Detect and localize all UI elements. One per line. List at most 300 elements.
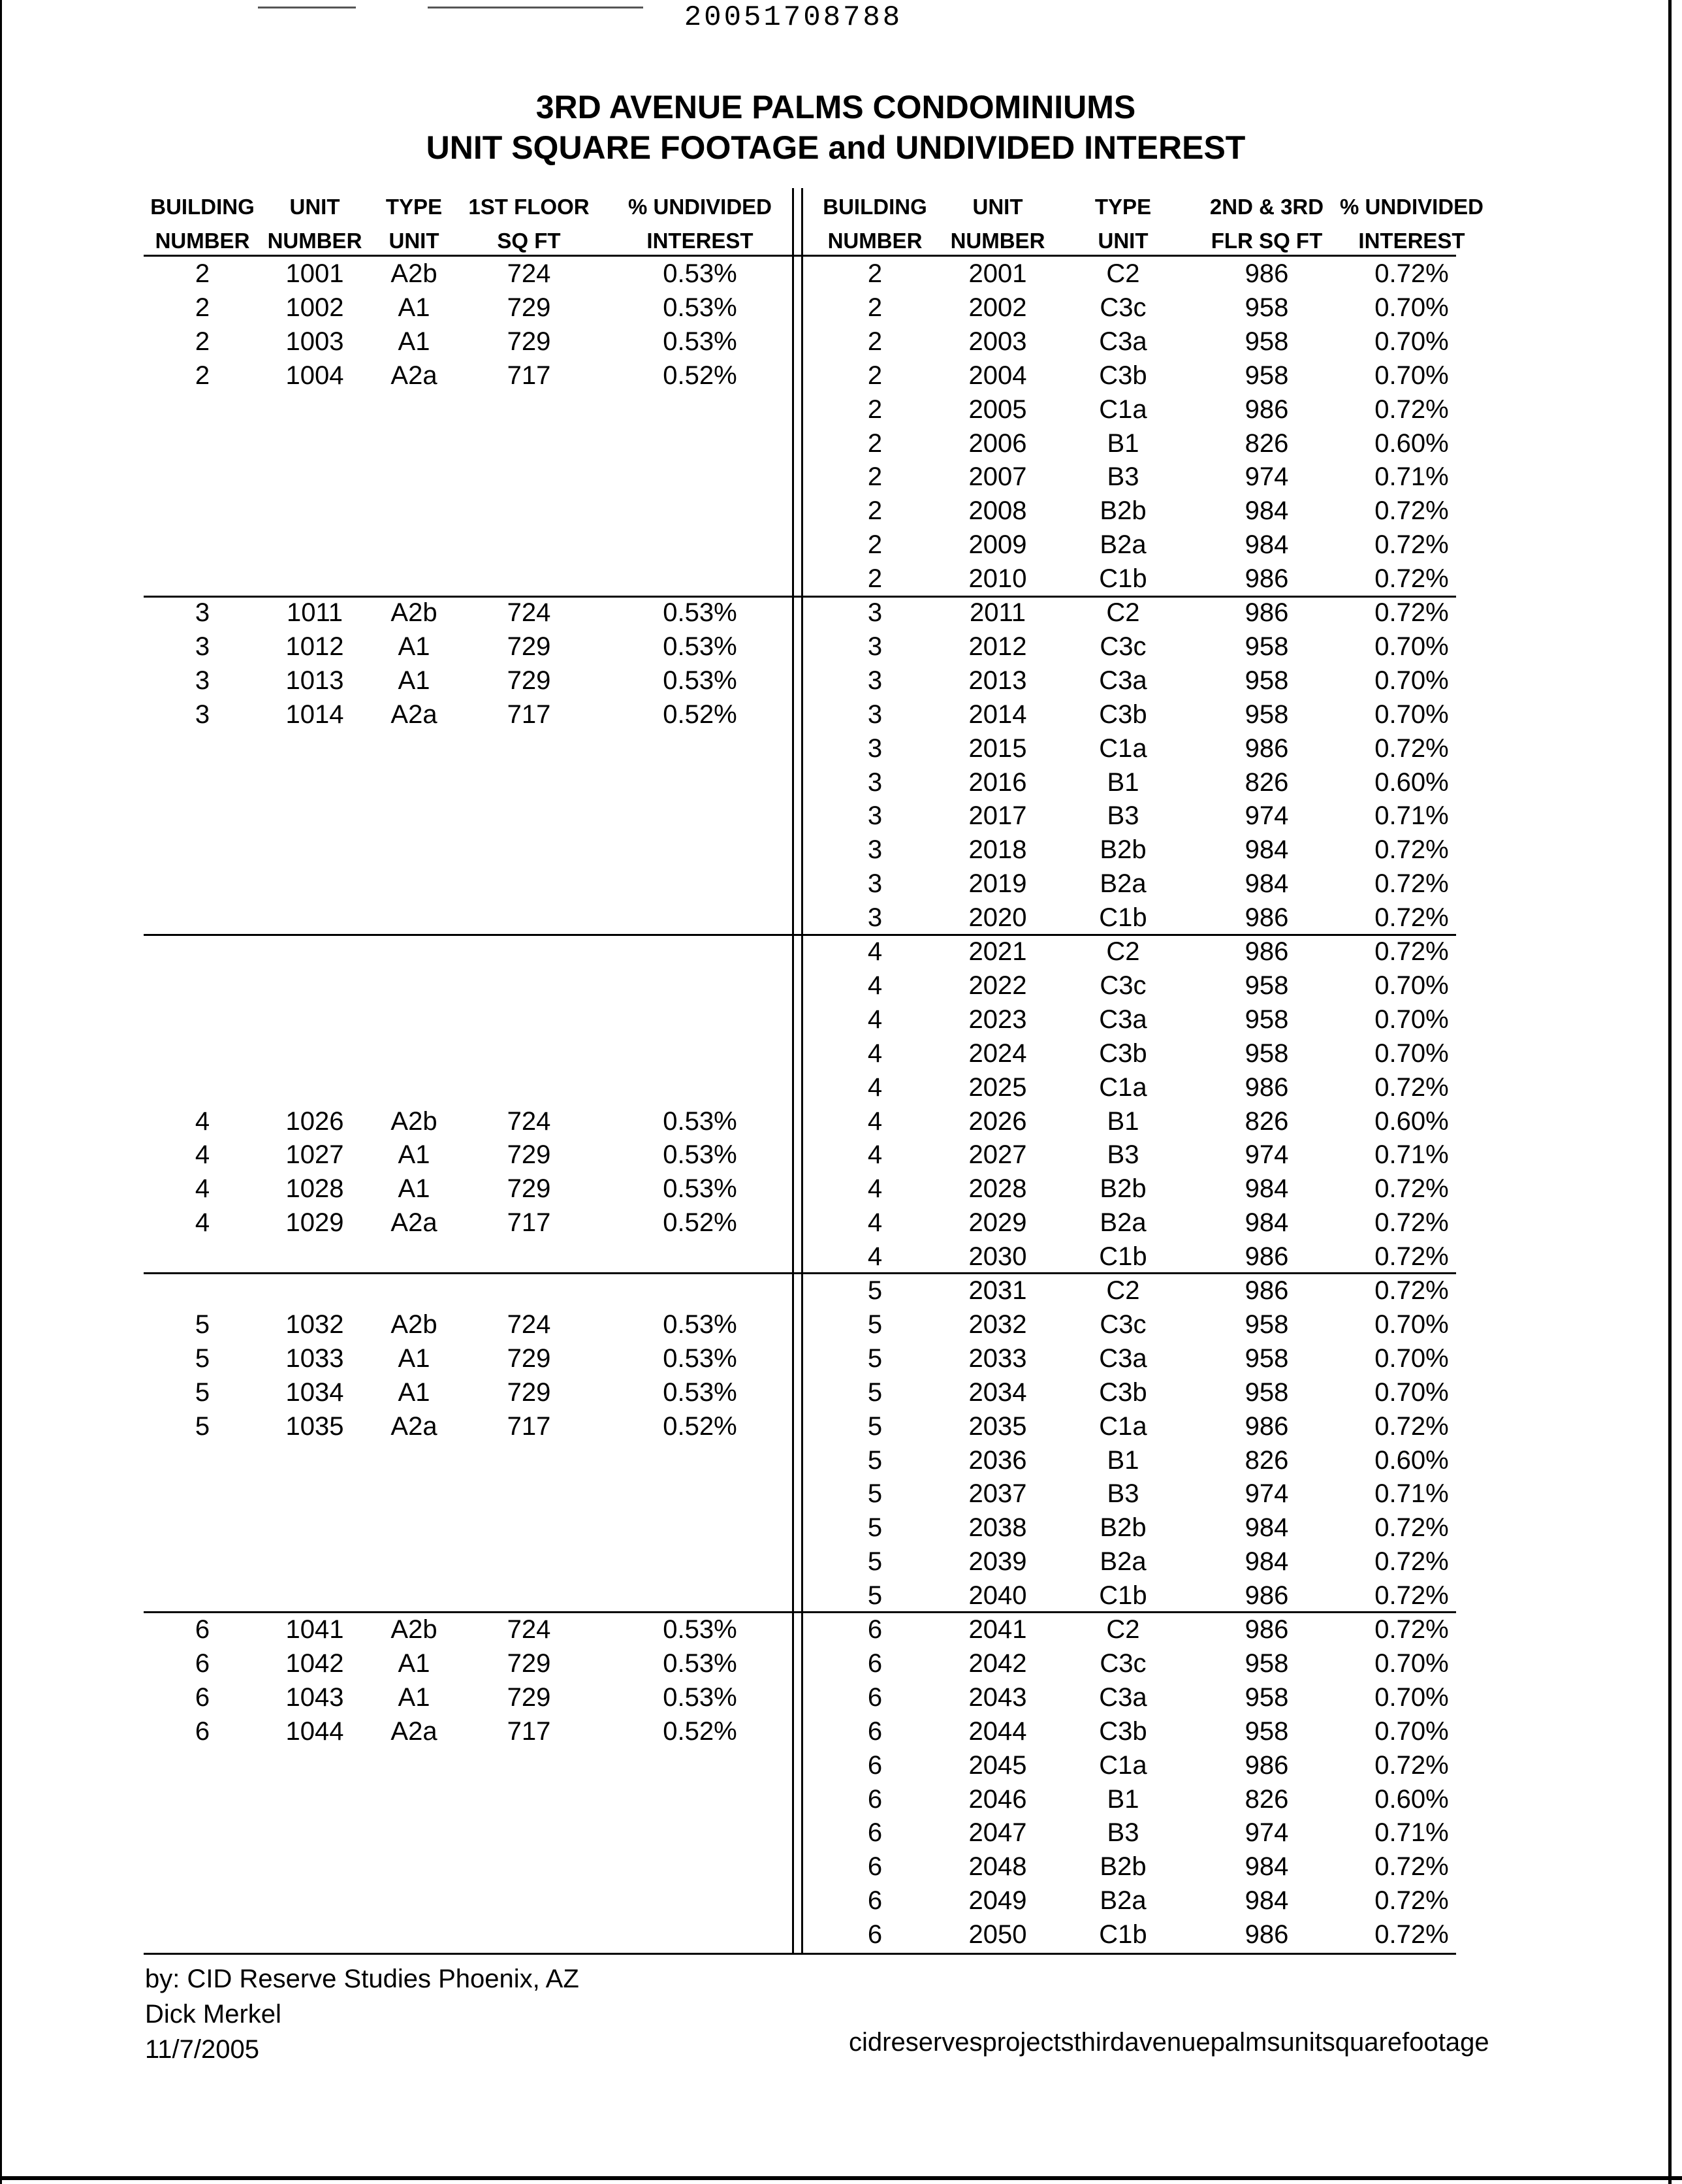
right-cell-unit-number: 2005 [968, 394, 1027, 424]
right-cell-building-number: 3 [867, 598, 883, 627]
right-cell-undivided-interest: 0.72% [1374, 733, 1449, 763]
right-cell-unit-number: 2033 [968, 1343, 1027, 1373]
right-cell-undivided-interest: 0.72% [1374, 1750, 1449, 1780]
right-cell-upper-floor-sqft: 984 [1245, 1547, 1289, 1577]
left-cell-undivided-interest: 0.53% [663, 1682, 737, 1712]
left-cell-unit-type: A2a [390, 1411, 437, 1441]
left-cell-undivided-interest: 0.53% [663, 1174, 737, 1204]
right-cell-upper-floor-sqft: 958 [1245, 1343, 1289, 1373]
right-cell-unit-number: 2025 [968, 1072, 1027, 1102]
right-cell-building-number: 3 [867, 801, 883, 831]
footer-file-reference: cidreservesprojectsthirdavenuepalmsunitsquarefootage [849, 2028, 1489, 2057]
right-cell-unit-type: C1b [1099, 1242, 1147, 1272]
right-cell-upper-floor-sqft: 984 [1245, 869, 1289, 899]
left-cell-undivided-interest: 0.53% [663, 1309, 737, 1339]
right-cell-upper-floor-sqft: 958 [1245, 971, 1289, 1000]
right-cell-building-number: 6 [867, 1886, 883, 1916]
right-cell-unit-type: B2b [1100, 496, 1147, 526]
right-cell-undivided-interest: 0.72% [1374, 937, 1449, 966]
right-cell-building-number: 2 [867, 530, 883, 560]
page-left-edge [0, 0, 2, 2184]
right-cell-upper-floor-sqft: 958 [1245, 1716, 1289, 1746]
right-cell-upper-floor-sqft: 984 [1245, 496, 1289, 526]
right-cell-building-number: 2 [867, 462, 883, 492]
left-header-first-floor-sqft: 1ST FLOOR [468, 195, 590, 219]
left-cell-building-number: 2 [195, 293, 210, 322]
right-cell-unit-type: C1a [1099, 1072, 1147, 1102]
right-cell-unit-number: 2039 [968, 1547, 1027, 1577]
right-cell-undivided-interest: 0.72% [1374, 1547, 1449, 1577]
left-cell-undivided-interest: 0.53% [663, 598, 737, 627]
right-cell-upper-floor-sqft: 974 [1245, 1479, 1289, 1509]
right-cell-unit-number: 2027 [968, 1140, 1027, 1170]
left-cell-unit-number: 1014 [285, 699, 344, 729]
left-header-unit-type: UNIT [389, 229, 439, 253]
right-cell-building-number: 5 [867, 1479, 883, 1509]
right-cell-unit-type: B1 [1107, 1106, 1139, 1136]
left-cell-undivided-interest: 0.52% [663, 361, 737, 390]
right-cell-unit-number: 2047 [968, 1818, 1027, 1848]
left-cell-undivided-interest: 0.53% [663, 632, 737, 661]
right-cell-unit-number: 2012 [968, 632, 1027, 661]
right-cell-unit-type: C2 [1106, 598, 1140, 627]
right-cell-unit-type: C2 [1106, 1615, 1140, 1644]
left-cell-first-floor-sqft: 724 [507, 1309, 551, 1339]
left-cell-undivided-interest: 0.53% [663, 1615, 737, 1644]
left-cell-unit-type: A1 [398, 666, 430, 695]
left-cell-unit-number: 1042 [285, 1648, 344, 1678]
right-cell-unit-number: 2009 [968, 530, 1027, 560]
right-cell-building-number: 6 [867, 1852, 883, 1882]
left-cell-unit-type: A1 [398, 293, 430, 322]
right-cell-building-number: 5 [867, 1377, 883, 1407]
left-cell-first-floor-sqft: 724 [507, 259, 551, 288]
left-cell-building-number: 3 [195, 598, 210, 627]
right-cell-unit-number: 2022 [968, 971, 1027, 1000]
left-cell-first-floor-sqft: 717 [507, 1716, 551, 1746]
right-cell-building-number: 4 [867, 937, 883, 966]
right-cell-unit-number: 2002 [968, 293, 1027, 322]
right-cell-upper-floor-sqft: 986 [1245, 1411, 1289, 1441]
group-divider-line [144, 596, 1456, 598]
right-cell-building-number: 4 [867, 1004, 883, 1034]
left-cell-unit-number: 1004 [285, 361, 344, 390]
right-cell-unit-number: 2026 [968, 1106, 1027, 1136]
right-cell-unit-type: C3c [1100, 1648, 1147, 1678]
left-cell-unit-type: A2a [390, 361, 437, 390]
right-cell-undivided-interest: 0.72% [1374, 598, 1449, 627]
group-divider-line [144, 1953, 1456, 1955]
right-cell-unit-number: 2035 [968, 1411, 1027, 1441]
right-cell-building-number: 6 [867, 1784, 883, 1814]
right-cell-unit-number: 2034 [968, 1377, 1027, 1407]
page-right-edge [1668, 0, 1672, 2184]
left-cell-first-floor-sqft: 729 [507, 1343, 551, 1373]
right-cell-unit-number: 2007 [968, 462, 1027, 492]
right-cell-undivided-interest: 0.72% [1374, 564, 1449, 594]
right-cell-building-number: 3 [867, 666, 883, 695]
page-subtitle: UNIT SQUARE FOOTAGE and UNDIVIDED INTEREST [426, 129, 1246, 166]
left-cell-first-floor-sqft: 729 [507, 632, 551, 661]
right-cell-upper-floor-sqft: 984 [1245, 1174, 1289, 1204]
right-cell-undivided-interest: 0.72% [1374, 1174, 1449, 1204]
right-cell-upper-floor-sqft: 986 [1245, 1242, 1289, 1272]
right-cell-building-number: 4 [867, 1072, 883, 1102]
right-cell-undivided-interest: 0.70% [1374, 293, 1449, 322]
right-cell-upper-floor-sqft: 984 [1245, 530, 1289, 560]
right-cell-undivided-interest: 0.70% [1374, 1004, 1449, 1034]
right-cell-undivided-interest: 0.70% [1374, 1038, 1449, 1068]
right-cell-upper-floor-sqft: 826 [1245, 428, 1289, 458]
left-cell-building-number: 4 [195, 1174, 210, 1204]
left-cell-unit-type: A1 [398, 632, 430, 661]
left-cell-unit-number: 1041 [285, 1615, 344, 1644]
right-cell-unit-number: 2042 [968, 1648, 1027, 1678]
right-cell-building-number: 4 [867, 1106, 883, 1136]
right-cell-undivided-interest: 0.72% [1374, 1615, 1449, 1644]
left-cell-first-floor-sqft: 724 [507, 1106, 551, 1136]
left-cell-unit-type: A2a [390, 1208, 437, 1238]
right-cell-upper-floor-sqft: 958 [1245, 1004, 1289, 1034]
left-header-building-number: BUILDING [150, 195, 255, 219]
right-cell-building-number: 6 [867, 1716, 883, 1746]
right-cell-unit-type: B3 [1107, 462, 1139, 492]
right-cell-unit-type: C3c [1100, 971, 1147, 1000]
right-cell-upper-floor-sqft: 986 [1245, 598, 1289, 627]
right-cell-unit-number: 2001 [968, 259, 1027, 288]
right-cell-undivided-interest: 0.71% [1374, 462, 1449, 492]
right-cell-upper-floor-sqft: 986 [1245, 259, 1289, 288]
right-cell-upper-floor-sqft: 826 [1245, 1106, 1289, 1136]
left-cell-building-number: 2 [195, 327, 210, 356]
right-cell-undivided-interest: 0.70% [1374, 1377, 1449, 1407]
right-cell-unit-number: 2040 [968, 1581, 1027, 1611]
left-cell-building-number: 5 [195, 1309, 210, 1339]
left-cell-unit-type: A1 [398, 1377, 430, 1407]
left-cell-building-number: 4 [195, 1208, 210, 1238]
right-cell-unit-number: 2029 [968, 1208, 1027, 1238]
right-cell-upper-floor-sqft: 958 [1245, 1682, 1289, 1712]
right-cell-undivided-interest: 0.72% [1374, 496, 1449, 526]
right-header-upper-floor-sqft: FLR SQ FT [1211, 229, 1323, 253]
right-cell-unit-number: 2006 [968, 428, 1027, 458]
left-cell-building-number: 5 [195, 1411, 210, 1441]
left-cell-unit-type: A2b [390, 259, 437, 288]
left-cell-unit-number: 1043 [285, 1682, 344, 1712]
left-header-first-floor-sqft: SQ FT [497, 229, 561, 253]
right-cell-unit-type: B2a [1100, 869, 1147, 899]
right-cell-upper-floor-sqft: 958 [1245, 361, 1289, 390]
right-cell-undivided-interest: 0.60% [1374, 1445, 1449, 1475]
right-cell-unit-number: 2050 [968, 1920, 1027, 1950]
right-cell-building-number: 4 [867, 1208, 883, 1238]
right-cell-undivided-interest: 0.70% [1374, 971, 1449, 1000]
left-cell-building-number: 6 [195, 1682, 210, 1712]
right-cell-unit-type: C1b [1099, 1581, 1147, 1611]
left-cell-undivided-interest: 0.53% [663, 1140, 737, 1170]
right-cell-upper-floor-sqft: 958 [1245, 666, 1289, 695]
left-cell-building-number: 6 [195, 1716, 210, 1746]
right-header-unit-type: UNIT [1098, 229, 1149, 253]
left-cell-unit-type: A1 [398, 1648, 430, 1678]
right-cell-undivided-interest: 0.72% [1374, 394, 1449, 424]
right-cell-unit-number: 2019 [968, 869, 1027, 899]
right-cell-upper-floor-sqft: 958 [1245, 327, 1289, 356]
right-cell-unit-type: B1 [1107, 767, 1139, 797]
right-cell-undivided-interest: 0.70% [1374, 1309, 1449, 1339]
right-cell-undivided-interest: 0.72% [1374, 1920, 1449, 1950]
right-cell-unit-type: B1 [1107, 1784, 1139, 1814]
right-cell-upper-floor-sqft: 986 [1245, 1615, 1289, 1644]
right-cell-undivided-interest: 0.71% [1374, 801, 1449, 831]
right-cell-undivided-interest: 0.70% [1374, 361, 1449, 390]
right-cell-undivided-interest: 0.72% [1374, 1411, 1449, 1441]
right-cell-building-number: 3 [867, 903, 883, 933]
left-cell-undivided-interest: 0.52% [663, 1208, 737, 1238]
right-cell-building-number: 2 [867, 293, 883, 322]
left-cell-first-floor-sqft: 724 [507, 1615, 551, 1644]
right-cell-undivided-interest: 0.70% [1374, 1343, 1449, 1373]
right-cell-building-number: 5 [867, 1343, 883, 1373]
left-cell-unit-number: 1001 [285, 259, 344, 288]
right-cell-undivided-interest: 0.70% [1374, 1648, 1449, 1678]
left-cell-undivided-interest: 0.53% [663, 293, 737, 322]
left-header-building-number: NUMBER [155, 229, 250, 253]
left-cell-unit-type: A1 [398, 1682, 430, 1712]
right-cell-unit-type: C1b [1099, 1920, 1147, 1950]
left-cell-building-number: 6 [195, 1615, 210, 1644]
column-divider-line [792, 188, 794, 1955]
right-cell-unit-type: B2b [1100, 1513, 1147, 1543]
right-cell-upper-floor-sqft: 984 [1245, 1886, 1289, 1916]
right-cell-building-number: 2 [867, 361, 883, 390]
right-cell-undivided-interest: 0.72% [1374, 1513, 1449, 1543]
left-cell-building-number: 5 [195, 1343, 210, 1373]
right-cell-upper-floor-sqft: 958 [1245, 1038, 1289, 1068]
header-rule [144, 255, 1456, 257]
right-cell-undivided-interest: 0.71% [1374, 1818, 1449, 1848]
right-cell-unit-number: 2023 [968, 1004, 1027, 1034]
right-cell-undivided-interest: 0.72% [1374, 1886, 1449, 1916]
left-cell-first-floor-sqft: 729 [507, 1682, 551, 1712]
right-cell-building-number: 6 [867, 1920, 883, 1950]
footer-credits [145, 1961, 579, 2067]
left-cell-unit-type: A2a [390, 699, 437, 729]
right-cell-unit-type: C3b [1099, 1377, 1147, 1407]
group-divider-line [144, 1611, 1456, 1613]
right-cell-unit-number: 2028 [968, 1174, 1027, 1204]
left-cell-unit-number: 1044 [285, 1716, 344, 1746]
right-cell-unit-number: 2014 [968, 699, 1027, 729]
right-cell-unit-type: B1 [1107, 428, 1139, 458]
right-cell-unit-number: 2010 [968, 564, 1027, 594]
right-cell-upper-floor-sqft: 974 [1245, 801, 1289, 831]
right-cell-unit-number: 2048 [968, 1852, 1027, 1882]
right-cell-building-number: 2 [867, 428, 883, 458]
right-header-undivided-interest: INTEREST [1358, 229, 1465, 253]
right-cell-unit-type: C3b [1099, 1038, 1147, 1068]
right-cell-upper-floor-sqft: 986 [1245, 1276, 1289, 1305]
right-cell-unit-number: 2038 [968, 1513, 1027, 1543]
left-header-unit-number: NUMBER [267, 229, 362, 253]
right-cell-building-number: 5 [867, 1309, 883, 1339]
right-cell-upper-floor-sqft: 826 [1245, 1784, 1289, 1814]
right-cell-building-number: 3 [867, 733, 883, 763]
right-cell-building-number: 5 [867, 1445, 883, 1475]
left-cell-first-floor-sqft: 724 [507, 598, 551, 627]
right-cell-unit-type: B2a [1100, 1886, 1147, 1916]
right-cell-undivided-interest: 0.72% [1374, 835, 1449, 865]
left-cell-building-number: 3 [195, 632, 210, 661]
left-cell-unit-type: A2b [390, 1106, 437, 1136]
right-cell-unit-number: 2046 [968, 1784, 1027, 1814]
right-cell-unit-type: C3b [1099, 361, 1147, 390]
left-header-undivided-interest: INTEREST [646, 229, 754, 253]
left-cell-first-floor-sqft: 729 [507, 1174, 551, 1204]
right-cell-unit-number: 2003 [968, 327, 1027, 356]
left-cell-undivided-interest: 0.53% [663, 1343, 737, 1373]
right-cell-unit-type: C3c [1100, 1309, 1147, 1339]
right-cell-upper-floor-sqft: 958 [1245, 632, 1289, 661]
right-cell-unit-number: 2036 [968, 1445, 1027, 1475]
right-cell-upper-floor-sqft: 826 [1245, 1445, 1289, 1475]
right-cell-building-number: 5 [867, 1411, 883, 1441]
right-cell-building-number: 6 [867, 1648, 883, 1678]
right-cell-unit-type: B2b [1100, 1174, 1147, 1204]
right-cell-undivided-interest: 0.72% [1374, 1072, 1449, 1102]
left-cell-undivided-interest: 0.52% [663, 1716, 737, 1746]
left-cell-undivided-interest: 0.53% [663, 327, 737, 356]
right-cell-building-number: 4 [867, 971, 883, 1000]
right-cell-upper-floor-sqft: 958 [1245, 1648, 1289, 1678]
right-cell-unit-type: C3c [1100, 293, 1147, 322]
right-cell-unit-type: C3a [1099, 1682, 1147, 1712]
right-cell-undivided-interest: 0.60% [1374, 1106, 1449, 1136]
right-cell-building-number: 2 [867, 394, 883, 424]
right-cell-unit-type: B2a [1100, 1208, 1147, 1238]
right-cell-unit-type: C3a [1099, 666, 1147, 695]
right-cell-upper-floor-sqft: 986 [1245, 1750, 1289, 1780]
right-cell-upper-floor-sqft: 984 [1245, 835, 1289, 865]
right-cell-unit-type: C1b [1099, 564, 1147, 594]
left-cell-undivided-interest: 0.52% [663, 699, 737, 729]
right-cell-unit-number: 2037 [968, 1479, 1027, 1509]
right-cell-undivided-interest: 0.70% [1374, 1682, 1449, 1712]
right-cell-undivided-interest: 0.70% [1374, 699, 1449, 729]
left-cell-unit-number: 1011 [286, 598, 343, 627]
right-cell-undivided-interest: 0.60% [1374, 767, 1449, 797]
right-header-undivided-interest: % UNDIVIDED [1339, 195, 1484, 219]
right-cell-unit-type: C1b [1099, 903, 1147, 933]
right-cell-unit-number: 2004 [968, 361, 1027, 390]
right-cell-building-number: 3 [867, 835, 883, 865]
left-cell-first-floor-sqft: 729 [507, 1377, 551, 1407]
right-cell-undivided-interest: 0.72% [1374, 530, 1449, 560]
right-cell-upper-floor-sqft: 986 [1245, 733, 1289, 763]
right-cell-unit-type: C1a [1099, 1411, 1147, 1441]
footer-author-name: Dick Merkel [145, 2000, 281, 2029]
right-cell-unit-type: C3c [1100, 632, 1147, 661]
right-cell-undivided-interest: 0.72% [1374, 903, 1449, 933]
right-cell-building-number: 4 [867, 1174, 883, 1204]
right-header-unit-number: NUMBER [950, 229, 1045, 253]
right-cell-unit-number: 2043 [968, 1682, 1027, 1712]
right-cell-unit-type: C1a [1099, 394, 1147, 424]
right-cell-unit-type: C3a [1099, 1004, 1147, 1034]
right-cell-building-number: 6 [867, 1818, 883, 1848]
group-divider-line [144, 1272, 1456, 1274]
left-cell-building-number: 3 [195, 699, 210, 729]
right-cell-unit-type: B3 [1107, 801, 1139, 831]
right-cell-undivided-interest: 0.72% [1374, 1276, 1449, 1305]
left-cell-undivided-interest: 0.53% [663, 1648, 737, 1678]
right-header-building-number: BUILDING [823, 195, 927, 219]
right-cell-undivided-interest: 0.71% [1374, 1140, 1449, 1170]
right-cell-building-number: 4 [867, 1242, 883, 1272]
left-cell-unit-type: A2b [390, 1615, 437, 1644]
right-cell-upper-floor-sqft: 974 [1245, 1140, 1289, 1170]
right-cell-unit-number: 2017 [968, 801, 1027, 831]
right-cell-unit-type: B3 [1107, 1818, 1139, 1848]
left-cell-unit-number: 1012 [285, 632, 344, 661]
left-cell-building-number: 5 [195, 1377, 210, 1407]
right-cell-undivided-interest: 0.71% [1374, 1479, 1449, 1509]
right-cell-unit-type: B2a [1100, 1547, 1147, 1577]
right-cell-unit-number: 2041 [968, 1615, 1027, 1644]
left-cell-building-number: 4 [195, 1106, 210, 1136]
left-cell-unit-number: 1003 [285, 327, 344, 356]
right-cell-undivided-interest: 0.72% [1374, 869, 1449, 899]
left-cell-unit-type: A1 [398, 1343, 430, 1373]
right-cell-building-number: 2 [867, 259, 883, 288]
right-cell-building-number: 5 [867, 1547, 883, 1577]
right-header-building-number: NUMBER [827, 229, 923, 253]
left-cell-undivided-interest: 0.53% [663, 259, 737, 288]
right-cell-upper-floor-sqft: 986 [1245, 1920, 1289, 1950]
left-cell-unit-type: A1 [398, 327, 430, 356]
left-cell-unit-number: 1028 [285, 1174, 344, 1204]
right-cell-undivided-interest: 0.70% [1374, 666, 1449, 695]
right-cell-upper-floor-sqft: 958 [1245, 1309, 1289, 1339]
right-cell-upper-floor-sqft: 958 [1245, 699, 1289, 729]
right-cell-unit-number: 2018 [968, 835, 1027, 865]
right-cell-building-number: 3 [867, 767, 883, 797]
right-cell-upper-floor-sqft: 986 [1245, 1581, 1289, 1611]
right-cell-unit-type: C2 [1106, 937, 1140, 966]
right-cell-building-number: 5 [867, 1276, 883, 1305]
right-header-unit-number: UNIT [972, 195, 1023, 219]
left-cell-first-floor-sqft: 717 [507, 1411, 551, 1441]
right-cell-building-number: 2 [867, 564, 883, 594]
right-cell-building-number: 2 [867, 496, 883, 526]
right-cell-building-number: 5 [867, 1581, 883, 1611]
right-cell-undivided-interest: 0.70% [1374, 1716, 1449, 1746]
right-cell-upper-floor-sqft: 958 [1245, 1377, 1289, 1407]
right-cell-unit-number: 2031 [968, 1276, 1027, 1305]
right-cell-unit-type: B2a [1100, 530, 1147, 560]
left-cell-unit-number: 1034 [285, 1377, 344, 1407]
right-cell-undivided-interest: 0.60% [1374, 428, 1449, 458]
right-cell-unit-number: 2011 [969, 598, 1026, 627]
left-cell-undivided-interest: 0.52% [663, 1411, 737, 1441]
left-cell-undivided-interest: 0.53% [663, 666, 737, 695]
left-cell-building-number: 6 [195, 1648, 210, 1678]
right-cell-unit-type: C3a [1099, 327, 1147, 356]
left-cell-unit-type: A1 [398, 1174, 430, 1204]
right-cell-unit-number: 2013 [968, 666, 1027, 695]
right-cell-unit-number: 2016 [968, 767, 1027, 797]
page-title: 3RD AVENUE PALMS CONDOMINIUMS [535, 89, 1136, 125]
